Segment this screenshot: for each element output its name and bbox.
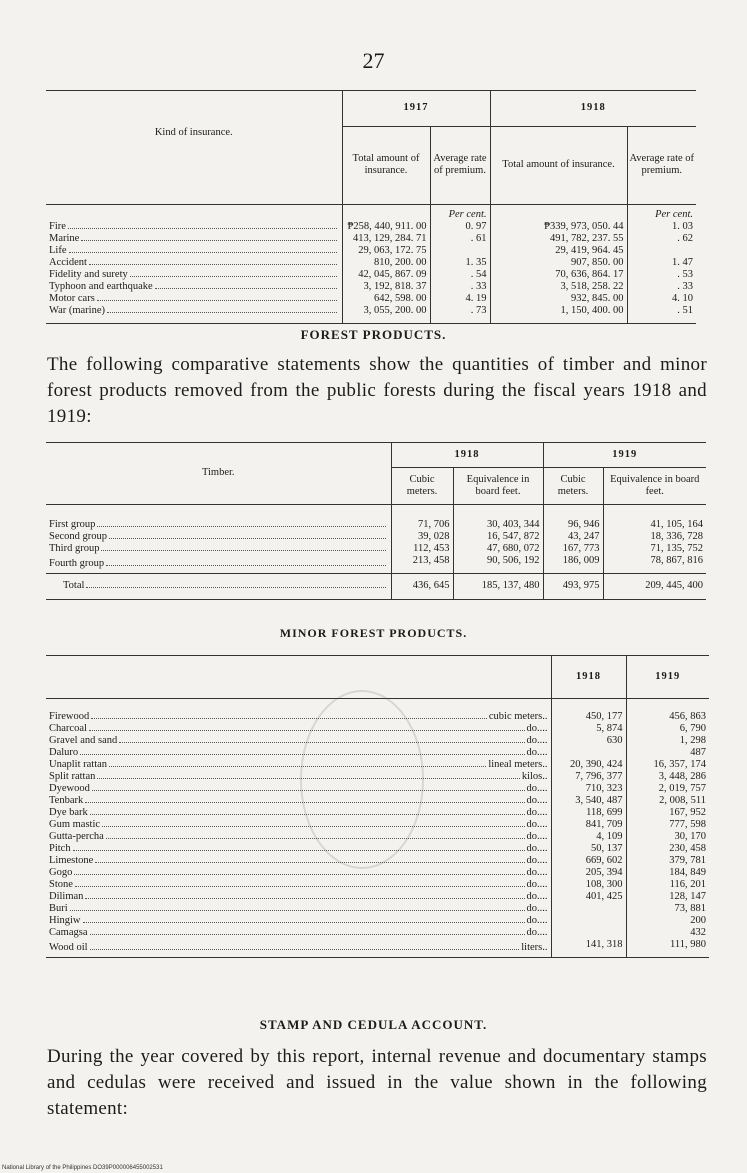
row-label: Firewood [49,710,90,722]
total-amount-1917-header: Total amount of insurance. [342,126,430,204]
forest-products-heading: FOREST PRODUCTS. [300,327,447,342]
cell-v1918: 7, 796, 377 [551,771,626,783]
timber-table [46,442,706,600]
year-1918-header: 1918 [490,91,696,127]
timber-1919-header: 1919 [543,443,706,468]
cell-e1919: 18, 336, 728 [603,531,706,543]
cell-r1918: . 33 [627,281,696,293]
row-unit: do.... [526,866,548,878]
cell-r1917: 1. 35 [430,257,490,269]
row-unit: do.... [526,890,548,902]
cell-r1917: . 61 [430,233,490,245]
row-label: Daluro [49,746,79,758]
insurance-table [46,90,696,324]
row-label: Gogo [49,866,73,878]
total-e1918: 185, 137, 480 [453,573,543,599]
cell-v1918 [551,927,626,939]
table-row [46,903,709,915]
library-stamp [300,690,424,869]
cell-t1918: 70, 636, 864. 17 [490,269,627,281]
cell-v1918: 4, 109 [551,831,626,843]
total-c1919: 493, 975 [543,573,603,599]
cell-v1918: 5, 874 [551,723,626,735]
row-label: Charcoal [49,722,87,734]
total-row [46,573,706,599]
cubic-1919-header: Cubic meters. [543,468,603,505]
cell-r1917: 4. 19 [430,293,490,305]
cell-v1918 [551,903,626,915]
cell-r1918 [627,205,696,233]
cell-v1918: 841, 709 [551,819,626,831]
cell-r1918: . 53 [627,269,696,281]
table-row [46,555,706,574]
table-row [46,293,696,305]
minor-1919-header: 1919 [626,656,709,699]
row-label: Marine [49,232,80,244]
cell-r1917 [430,205,490,233]
cell-t1917: 642, 598. 00 [342,293,430,305]
row-unit: do.... [526,818,548,830]
cell-t1917: 413, 129, 284. 71 [342,233,430,245]
row-unit: do.... [526,782,548,794]
row-label: Accident [49,256,87,268]
footer-credit: National Library of the Philippines DO39P000006455002531 [2,1165,163,1171]
timber-1918-header: 1918 [391,443,543,468]
per-cent-label: Per cent. [655,208,693,220]
cell-t1917: ₱258, 440, 911. 00 [342,205,430,233]
row-label: Gum mastic [49,818,101,830]
row-unit: kilos.. [521,770,548,782]
row-unit: do.... [526,830,548,842]
row-label: Hingiw [49,914,81,926]
cell-v1918: 205, 394 [551,867,626,879]
row-label: War (marine) [49,304,105,316]
row-unit: do.... [526,842,548,854]
col-kind-header: Kind of insurance. [46,91,342,205]
cell-t1917: 810, 200. 00 [342,257,430,269]
cell-v1919: 116, 201 [626,879,709,891]
row-unit: do.... [526,722,548,734]
cell-e1919: 78, 867, 816 [603,555,706,574]
cell-e1918: 30, 403, 344 [453,505,543,531]
cell-v1919: 111, 980 [626,939,709,958]
table-row [46,531,706,543]
cell-t1918: 29, 419, 964. 45 [490,245,627,257]
row-label: Split rattan [49,770,96,782]
row-unit: do.... [526,806,548,818]
cell-r1918: . 62 [627,233,696,245]
cell-e1918: 16, 547, 872 [453,531,543,543]
cell-v1919: 230, 458 [626,843,709,855]
per-cent-label: Per cent. [448,208,487,220]
cell-v1919: 184, 849 [626,867,709,879]
cell-v1919: 128, 147 [626,891,709,903]
table-row [46,245,696,257]
cell-e1918: 90, 506, 192 [453,555,543,574]
row-unit: lineal meters.. [488,758,548,770]
cell-v1918: 141, 318 [551,939,626,958]
cell-t1918: 491, 782, 237. 55 [490,233,627,245]
table-row [46,505,706,531]
cell-v1918: 20, 390, 424 [551,759,626,771]
cell-v1919: 3, 448, 286 [626,771,709,783]
row-label: Diliman [49,890,84,902]
total-e1919: 209, 445, 400 [603,573,706,599]
row-unit: do.... [526,734,548,746]
cell-r1917 [430,245,490,257]
cell-v1919: 16, 357, 174 [626,759,709,771]
cell-c1918: 112, 453 [391,543,453,555]
row-label: Fidelity and surety [49,268,128,280]
cell-v1919: 1, 298 [626,735,709,747]
row-label: Fire [49,220,66,232]
cell-v1919: 432 [626,927,709,939]
row-unit: do.... [526,854,548,866]
cell-c1919: 167, 773 [543,543,603,555]
row-label: Second group [49,530,108,542]
row-unit: do.... [526,878,548,890]
cell-v1918: 50, 137 [551,843,626,855]
row-label: Gutta-percha [49,830,104,842]
cell-t1918: 932, 845. 00 [490,293,627,305]
row-label: Fourth group [49,557,105,569]
cell-e1919: 71, 135, 752 [603,543,706,555]
forest-paragraph: The following comparative statements show the quantities of timber and minor forest products removed from the public forests during the fiscal years 1918 and 1919: [47,354,707,427]
cell-v1919: 2, 019, 757 [626,783,709,795]
stamp-cedula-heading: STAMP AND CEDULA ACCOUNT. [259,1017,488,1032]
cell-t1918: ₱339, 973, 050. 44 [490,205,627,233]
cell-e1918: 47, 680, 072 [453,543,543,555]
cell-c1918: 71, 706 [391,505,453,531]
total-amount-1918-header: Total amount of insurance. [490,126,627,204]
cell-value: 1. 03 [672,220,693,232]
col-timber-header: Timber. [46,443,391,505]
cell-v1919: 200 [626,915,709,927]
row-label: Dye bark [49,806,88,818]
cell-v1918: 3, 540, 487 [551,795,626,807]
row-unit: do.... [526,902,548,914]
row-label: Unaplit rattan [49,758,108,770]
table-row [46,257,696,269]
page-number: 27 [362,48,385,73]
row-label: Gravel and sand [49,734,118,746]
cell-r1918: . 51 [627,305,696,324]
table-row [46,205,696,233]
table-row [46,915,709,927]
row-label: Dyewood [49,782,90,794]
row-unit: do.... [526,794,548,806]
table-row [46,269,696,281]
minor-1918-header: 1918 [551,656,626,699]
cell-r1918 [627,245,696,257]
cell-r1918: 1. 47 [627,257,696,269]
row-label: Life [49,244,67,256]
cell-c1919: 186, 009 [543,555,603,574]
row-label: Typhoon and earthquake [49,280,153,292]
cell-v1918: 669, 602 [551,855,626,867]
cell-c1918: 39, 028 [391,531,453,543]
cubic-1918-header: Cubic meters. [391,468,453,505]
total-c1918: 436, 645 [391,573,453,599]
row-label: Third group [49,542,100,554]
cell-v1918: 630 [551,735,626,747]
cell-t1917: 3, 192, 818. 37 [342,281,430,293]
row-unit: liters.. [521,941,548,953]
cell-t1918: 1, 150, 400. 00 [490,305,627,324]
row-label: First group [49,518,96,530]
cell-e1919: 41, 105, 164 [603,505,706,531]
avg-rate-1918-header: Average rate of premium. [627,126,696,204]
cell-value: 0. 97 [465,220,487,232]
row-label: Motor cars [49,292,95,304]
cell-v1919: 2, 008, 511 [626,795,709,807]
cell-v1919: 167, 952 [626,807,709,819]
row-label: Tenbark [49,794,84,806]
cell-v1919: 379, 781 [626,855,709,867]
cell-v1919: 456, 863 [626,699,709,723]
table-row [46,305,696,324]
cell-r1917: . 54 [430,269,490,281]
table-row [46,543,706,555]
row-label: Pitch [49,842,71,854]
row-unit: do.... [526,926,548,938]
cell-v1918: 710, 323 [551,783,626,795]
row-label: Wood oil [49,941,88,953]
cell-v1919: 6, 790 [626,723,709,735]
row-label: Camagsa [49,926,88,938]
cell-r1918: 4. 10 [627,293,696,305]
cell-v1918: 118, 699 [551,807,626,819]
cell-r1917: . 73 [430,305,490,324]
cell-t1917: 42, 045, 867. 09 [342,269,430,281]
cell-v1918 [551,747,626,759]
cell-v1919: 30, 170 [626,831,709,843]
table-row [46,233,696,245]
minor-products-heading: MINOR FOREST PRODUCTS. [279,626,468,640]
cell-v1919: 777, 598 [626,819,709,831]
cell-r1917: . 33 [430,281,490,293]
equiv-1918-header: Equivalence in board feet. [453,468,543,505]
cell-v1918: 108, 300 [551,879,626,891]
row-label: Buri [49,902,68,914]
row-unit: do.... [526,746,548,758]
cell-t1918: 907, 850. 00 [490,257,627,269]
row-unit: cubic meters.. [488,710,548,722]
table-row [46,879,709,891]
year-1917-header: 1917 [342,91,490,127]
cell-c1919: 96, 946 [543,505,603,531]
table-row [46,867,709,879]
cell-t1918: 3, 518, 258. 22 [490,281,627,293]
cell-t1917: 3, 055, 200. 00 [342,305,430,324]
cell-v1919: 73, 881 [626,903,709,915]
cell-v1918 [551,915,626,927]
table-row [46,927,709,939]
cell-c1919: 43, 247 [543,531,603,543]
avg-rate-1917-header: Average rate of premium. [430,126,490,204]
table-row [46,891,709,903]
cell-t1917: 29, 063, 172. 75 [342,245,430,257]
row-label: Total [63,580,85,591]
cell-v1918: 401, 425 [551,891,626,903]
cell-c1918: 213, 458 [391,555,453,574]
row-label: Limestone [49,854,94,866]
row-unit: do.... [526,914,548,926]
equiv-1919-header: Equivalence in board feet. [603,468,706,505]
table-row [46,281,696,293]
row-label: Stone [49,878,73,890]
table-row [46,939,709,958]
cell-v1919: 487 [626,747,709,759]
cell-v1918: 450, 177 [551,699,626,723]
stamp-paragraph: During the year covered by this report, internal revenue and documentary stamps and cedulas were received and issued in the value shown in the following statement: [47,1046,707,1119]
